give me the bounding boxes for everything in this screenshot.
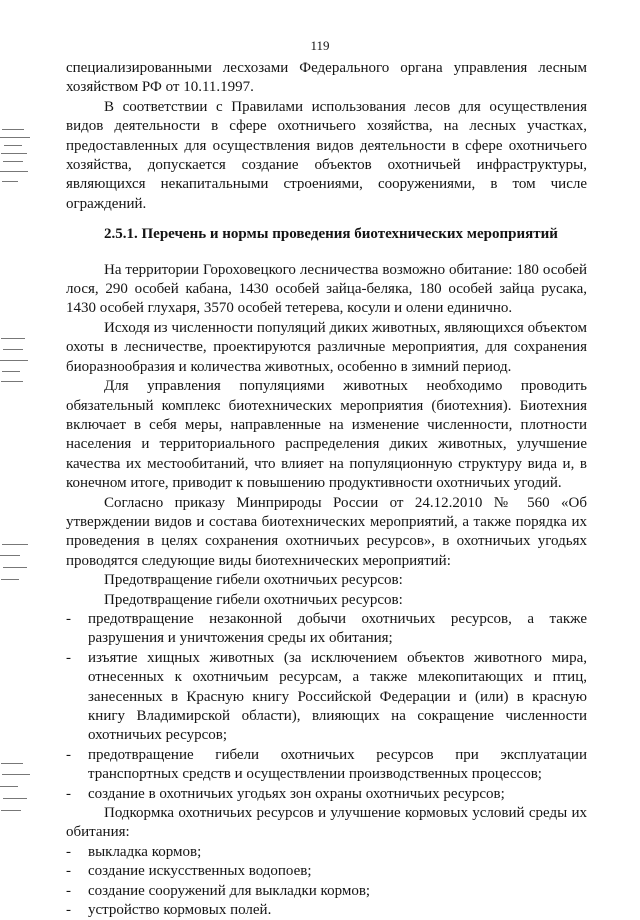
paragraph-territory: На территории Гороховецкого лесничества возможно обитание: 180 особей лося, 290 особей кабана, 1430 особей зайца-беляка, 180 особей зайца русака, 1430 особей глухаря, 3570 особей тетерева, косули и олени единично. [66,261,587,317]
prevention-list [66,610,587,804]
list-item: - предотвращение незаконной добычи охотничьих ресурсов, а также разрушения и уничтожения среды их обитания; [28,610,587,649]
list-item: - предотвращение гибели охотничьих ресурсов при эксплуатации транспортных средств и осуществлении производственных процессов; [28,746,587,785]
list-item: - создание сооружений для выкладки кормов; [28,882,587,901]
paragraph-order: Согласно приказу Минприроды России от 24.12.2010 № 560 «Об утверждении видов и состава биотехнических мероприятий, а также порядка их проведения в целях сохранения охотничьих ресурсов», в охотничьих угодьях проводятся следующие виды биотехнических мероприятий: [66,494,587,569]
feeding-list [66,843,587,920]
scan-artifact [0,540,34,590]
dash-marker: - [66,863,71,880]
dash-marker: - [66,902,71,919]
list-item: - изъятие хищных животных (за исключением объектов животного мира, отнесенных к охотничьим ресурсам, а также млекопитающих и птиц, занесенных в Красную книгу Российской Федерации и (или) в красную книгу Владимирской области), влияющих на сокращение численности охотничьих ресурсов; [28,649,587,746]
prevention-heading-1: Предотвращение гибели охотничьих ресурсов: [104,572,403,589]
scan-artifact [0,125,34,195]
list-item: - создание искусственных водопоев; [28,862,587,881]
list-item: - выкладка кормов; [28,843,587,862]
dash-marker: - [66,746,71,763]
paragraph-intro: специализированными лесхозами Федерального органа управления лесным хозяйством РФ от 10.11.1997. [66,60,587,96]
page-number: 119 [310,38,330,53]
paragraph-population: Исходя из численности популяций диких животных, являющихся объектом охоты в лесничестве, проектируются различные мероприятия, для сохранения биоразнообразия и количества животных, особенно в зимний период. [66,319,587,375]
dash-marker: - [66,882,71,899]
section-heading: 2.5.1. Перечень и нормы проведения биотехнических мероприятий [104,226,558,243]
paragraph-feeding: Подкормка охотничьих ресурсов и улучшение кормовых условий среды их обитания: [66,805,587,841]
dash-marker: - [66,649,71,666]
paragraph-rules: В соответствии с Правилами использования лесов для осуществления видов деятельности в сфере охотничьего хозяйства, на лесных участках, предоставленных для осуществления видов деятельности в сфере охотничьего хозяйства, допускается создание объектов охотничьей инфраструктуры, являющихся некапитальными строениями, сооружениями, в том числе ограждений. [66,98,587,212]
scan-artifact [0,335,34,390]
dash-marker: - [66,785,71,802]
dash-marker: - [66,610,71,627]
paragraph-management: Для управления популяциями животных необходимо проводить обязательный комплекс биотехнических мероприятия (биотехния). Биотехния включает в себя меры, направленные на изменение численности, плотности населения и территориального распределения диких животных, улучшение качества их местообитаний, что влияет на популяционную структуру вида и, в конечном итоге, приводит к повышению продуктивности охотничьих угодий. [66,378,587,492]
dash-marker: - [66,843,71,860]
document-body [66,59,587,920]
prevention-heading-2: Предотвращение гибели охотничьих ресурсов: [104,591,403,608]
list-item: - создание в охотничьих угодьях зон охраны охотничьих ресурсов; [28,785,587,804]
list-item: - устройство кормовых полей. [28,901,587,920]
